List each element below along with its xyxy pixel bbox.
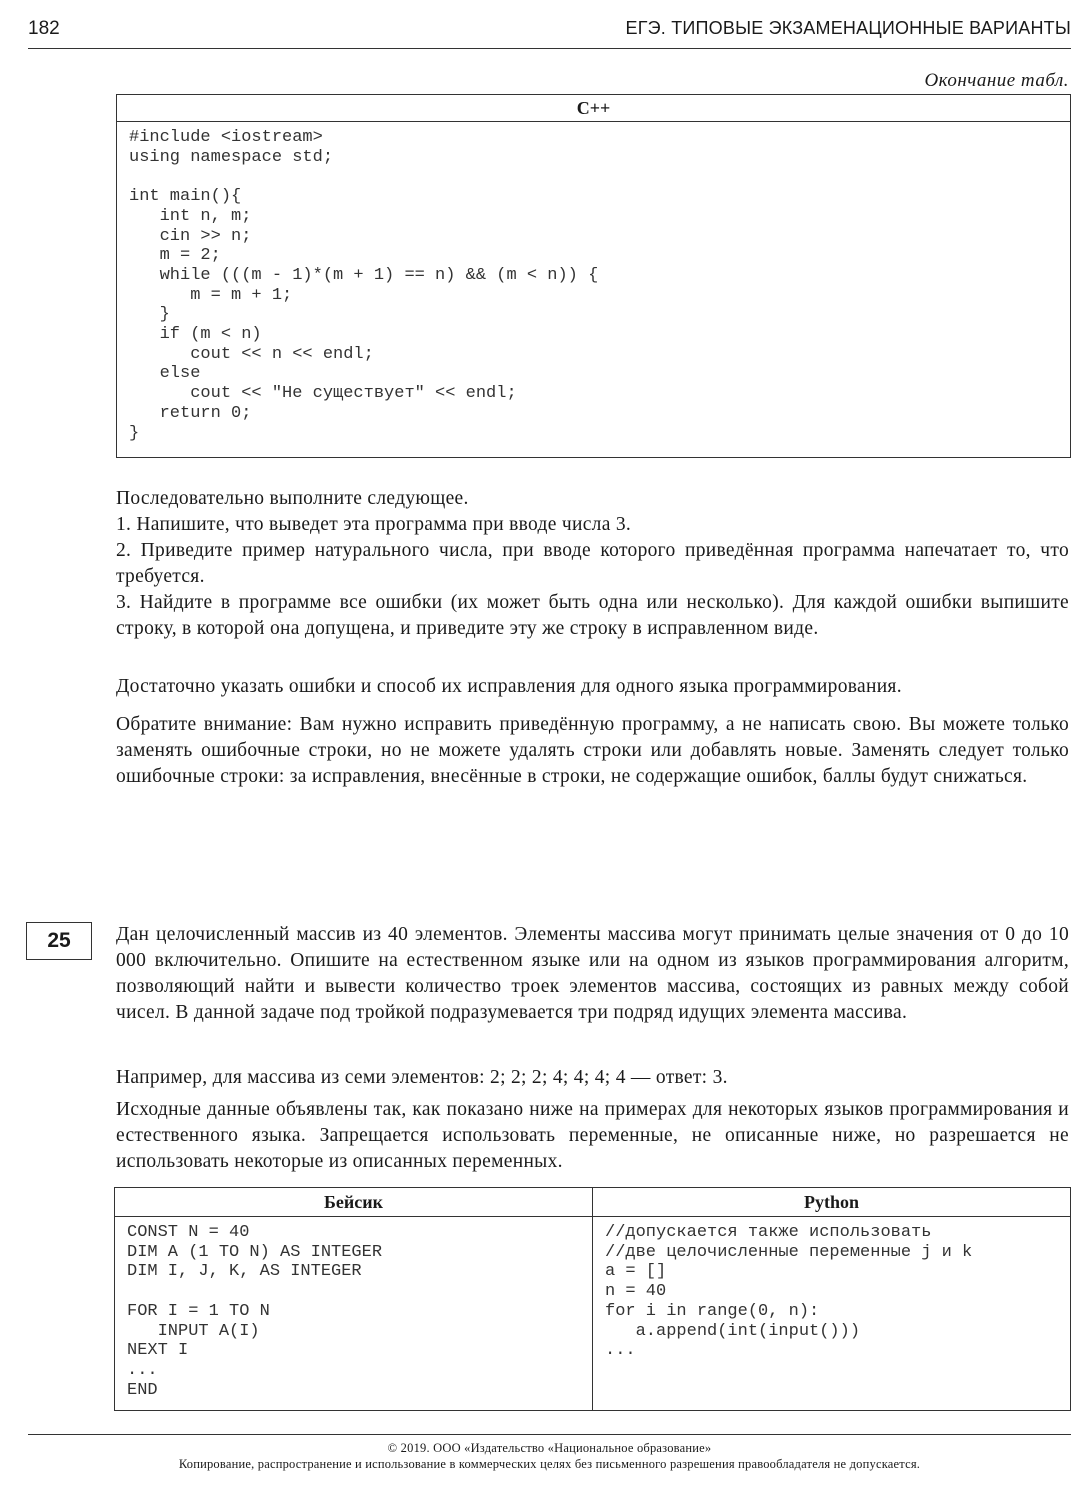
- language-declarations-table: [114, 1187, 1071, 1411]
- note-one-language-text: Достаточно указать ошибки и способ их исправления для одного языка программирования.: [116, 676, 902, 697]
- task-25-example-text: Например, для массива из семи элементов: 2; 2; 2; 4; 4; 4; 4 — ответ: 3.: [116, 1067, 728, 1088]
- copyright-notice: Копирование, распространение и использование в коммерческих целях без письменного разрешения правообладателя не допускается.: [178, 1457, 921, 1471]
- note-one-language: [116, 674, 1069, 700]
- task-25-example: [116, 1065, 1069, 1091]
- python-column-header: Python: [593, 1188, 1070, 1217]
- task-25-declarations-text: Исходные данные объявлены так, как показано ниже на примерах для некоторых языков программирования и естественного языка. Запрещается использовать переменные, не описанные ниже, но разрешается не использовать некоторые из описанных переменных.: [116, 1099, 1069, 1172]
- task-25-statement: [116, 922, 1069, 1026]
- instruction-item-3: 3. Найдите в программе все ошибки (их может быть одна или несколько). Для каждой ошибки выпишите строку, в которой она допущена, и приведите эту же строку в исправленном виде.: [116, 592, 1069, 639]
- running-title: ЕГЭ. ТИПОВЫЕ ЭКЗАМЕНАЦИОННЫЕ ВАРИАНТЫ: [625, 18, 1071, 38]
- note-attention: [116, 712, 1069, 790]
- copyright-line: © 2019. ООО «Издательство «Национальное образование»: [387, 1441, 712, 1455]
- basic-column-header: Бейсик: [115, 1188, 592, 1217]
- instruction-item-1: 1. Напишите, что выведет эта программа при вводе числа 3.: [116, 514, 632, 535]
- note-attention-text: Обратите внимание: Вам нужно исправить приведённую программу, а не написать свою. Вы можете только заменять ошибочные строки, но не можете удалять строки или добавлять новые. Заменять следует только ошибочные строки: за исправления, внесённые в строки, не содержащие ошибок, баллы будут снижаться.: [116, 714, 1069, 787]
- instructions-list: [116, 486, 1069, 642]
- page-footer: [28, 1440, 1071, 1472]
- header-divider: [28, 48, 1071, 49]
- instructions-intro: Последовательно выполните следующее.: [116, 488, 469, 509]
- basic-code: CONST N = 40 DIM A (1 TO N) AS INTEGER DIM I, J, K, AS INTEGER FOR I = 1 TO N INPUT A(I) NEXT I ... END: [127, 1223, 383, 1400]
- cpp-code-table: [116, 94, 1071, 458]
- task-25-declarations-note: [116, 1097, 1069, 1175]
- page-number: 182: [28, 18, 60, 39]
- page-header: [28, 12, 1071, 42]
- basic-column: [115, 1188, 593, 1410]
- cpp-code: #include <iostream> using namespace std; int main(){ int n, m; cin >> n; m = 2; while (((m - 1)*(m + 1) == n) && (m < n)) { m = m + 1; } if (m < n) cout << n << endl; else cout << "Не существует" << endl; return 0; }: [129, 128, 599, 443]
- python-code: //допускается также использовать //две целочисленные переменные j и k a = [] n = 40 for i in range(0, n): a.append(int(input())) ...: [605, 1223, 973, 1361]
- table-continued-label: Окончание табл.: [924, 70, 1069, 91]
- footer-divider: [28, 1434, 1071, 1435]
- task-25-text: Дан целочисленный массив из 40 элементов. Элементы массива могут принимать целые значения от 0 до 10 000 включительно. Опишите на естественном языке или на одном из языков программирования алгоритм, позволяющий найти и вывести количество троек элементов массива, состоящих из равных между собой чисел. В данной задаче под тройкой подразумевается три подряд идущих элемента массива.: [116, 924, 1069, 1023]
- cpp-table-header: C++: [117, 95, 1070, 122]
- instruction-item-2: 2. Приведите пример натурального числа, при вводе которого приведённая программа напечатает то, что требуется.: [116, 540, 1069, 587]
- task-number-badge: 25: [26, 922, 92, 960]
- python-column: [593, 1188, 1070, 1410]
